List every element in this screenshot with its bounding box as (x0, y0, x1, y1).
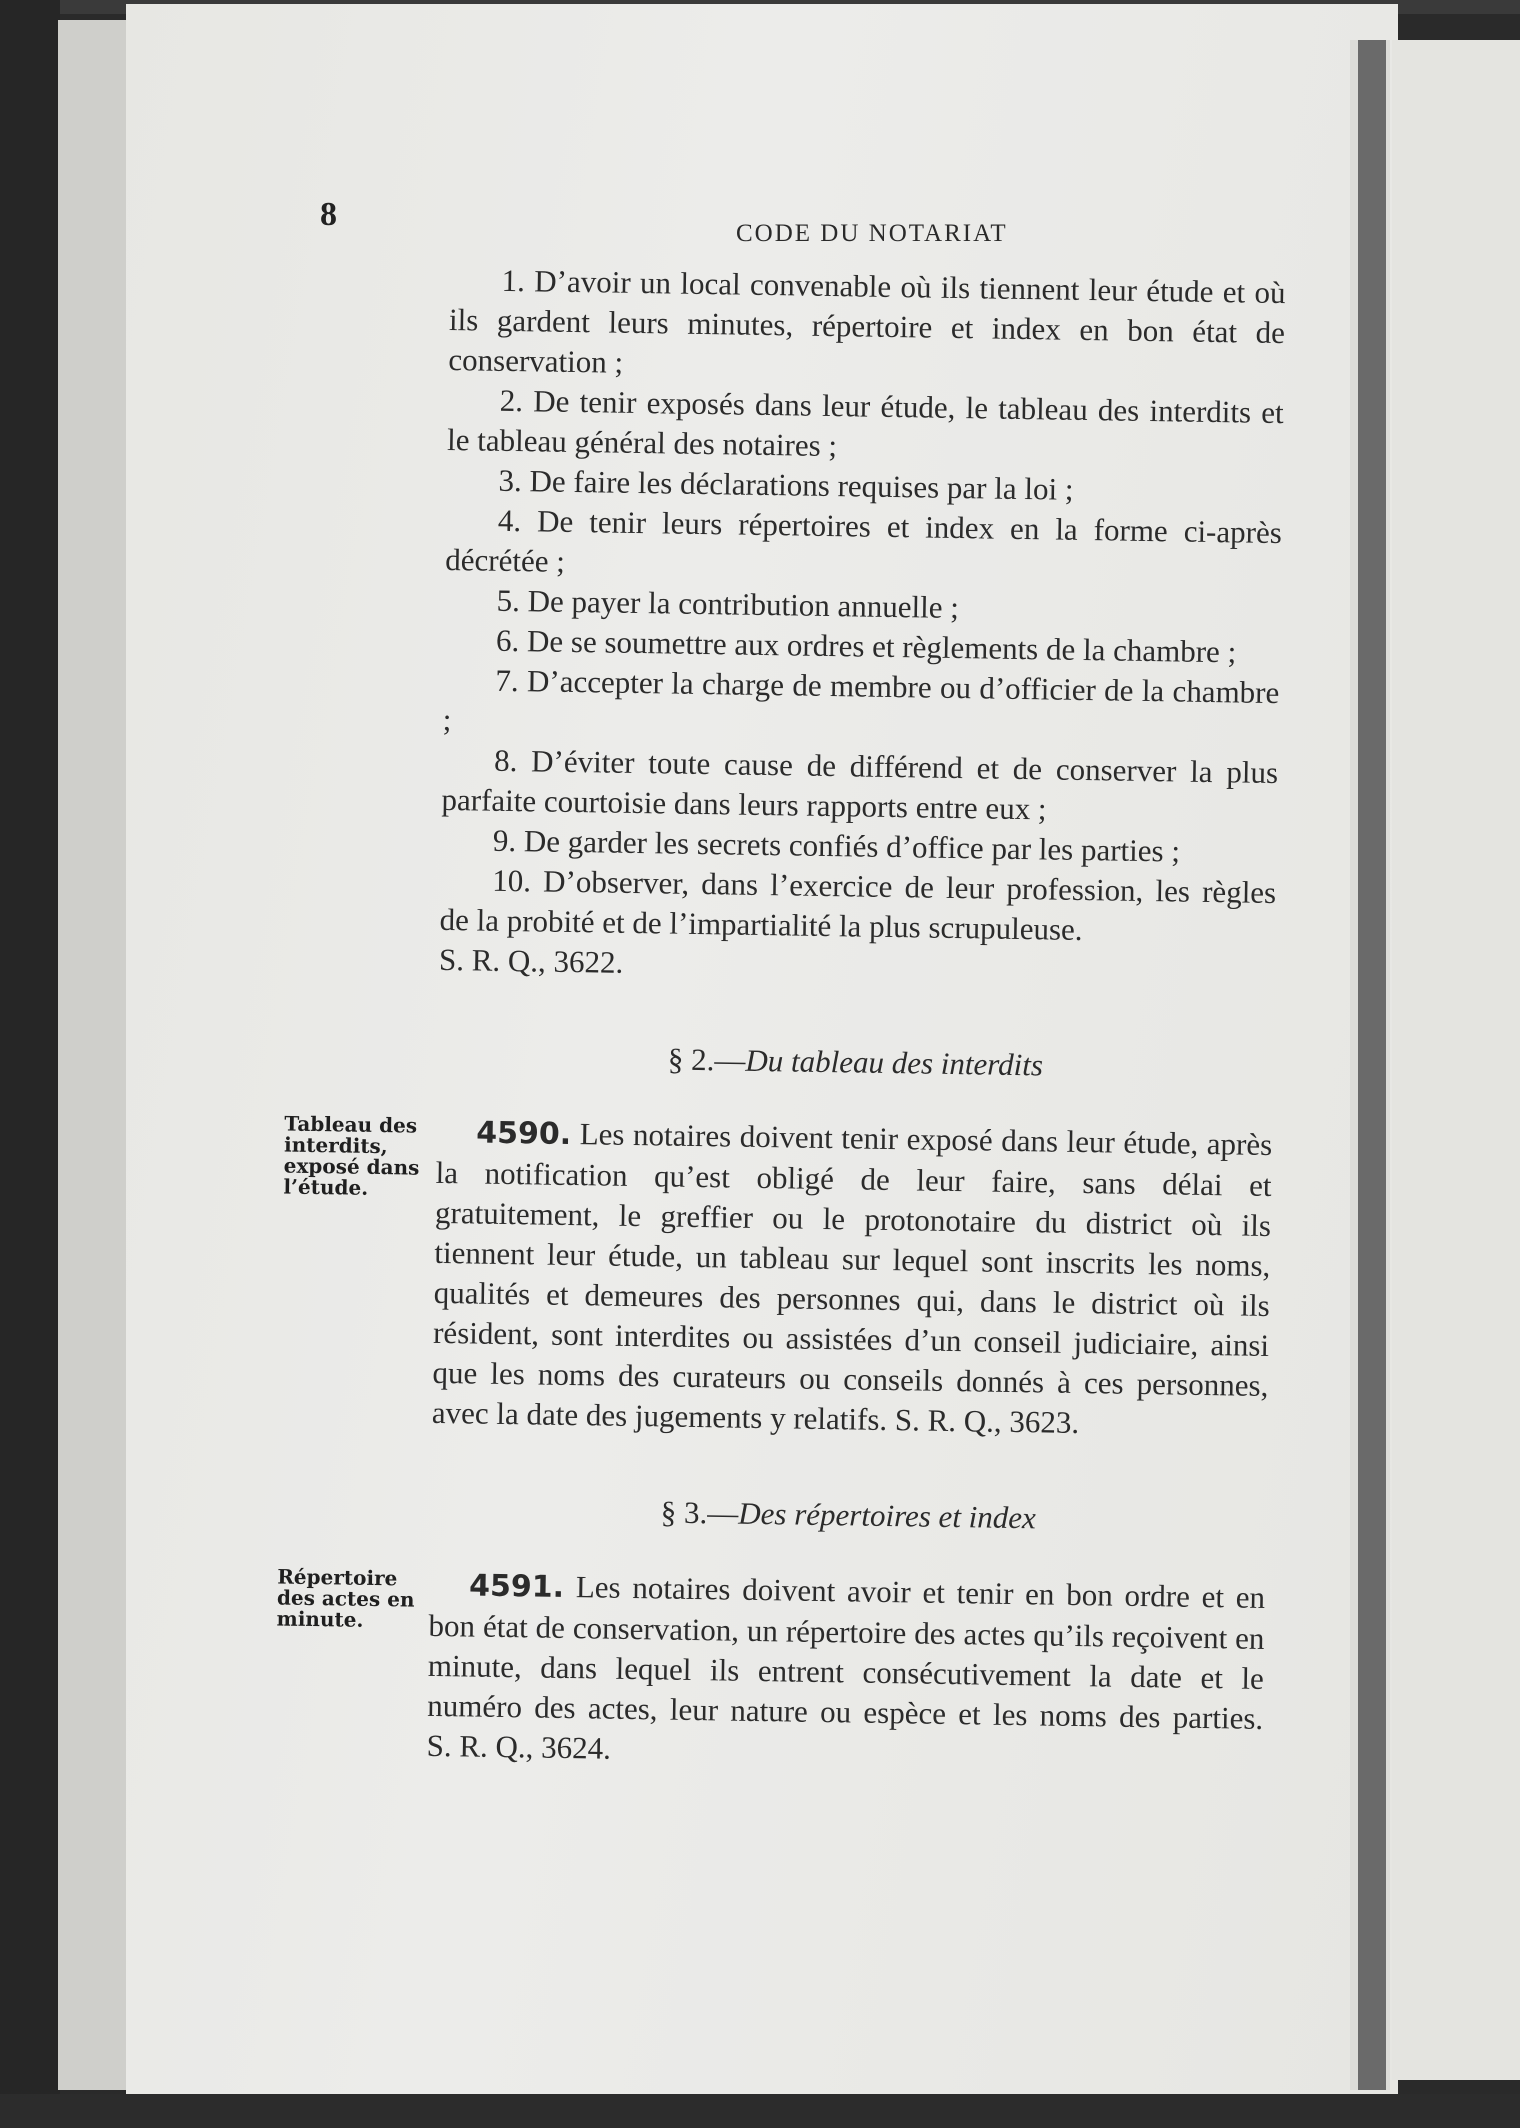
section-title: Des répertoires et index (738, 1495, 1037, 1536)
list-item: 6. De se soumettre aux ordres et règlements de la chambre ; (495, 622, 1237, 670)
list-item: 9. De garder les secrets confiés d’office par les parties ; (492, 822, 1181, 869)
statute-reference: S. R. Q., 3624. (426, 1727, 612, 1766)
previous-page-edge (58, 20, 128, 2090)
statute-reference: S. R. Q., 3622. (438, 941, 624, 980)
article-number: 4590. (476, 1115, 572, 1153)
section-title: Du tableau des interdits (745, 1042, 1044, 1083)
scan-border-bottom (0, 2094, 1520, 2128)
statute-reference: S. R. Q., 3623. (894, 1402, 1080, 1441)
list-item: 7. D’accepter la charge de membre ou d’officier de la chambre ; (442, 662, 1280, 738)
article-4591 (276, 1564, 1266, 1779)
section-sign: § 2.— (667, 1041, 746, 1078)
list-item: 8. D’éviter toute cause de différend et de conserver la plus parfaite courtoisie dans leurs rapports entre eux ; (441, 742, 1279, 827)
article-4590 (283, 1111, 1273, 1446)
section-sign: § 3.— (660, 1494, 739, 1531)
list-item: 5. De payer la contribution annuelle ; (496, 582, 960, 626)
section-heading (437, 1036, 1274, 1089)
article-number: 4591. (468, 1568, 565, 1605)
scan-border-left (0, 0, 60, 2128)
list-item: 4. De tenir leurs répertoires et index en la forme ci-après décrétée ; (445, 502, 1283, 579)
book-gutter (1358, 40, 1386, 2090)
page-number: 8 (320, 196, 337, 233)
page-body (276, 260, 1286, 1779)
list-item: 3. De faire les déclarations requises par la loi ; (498, 462, 1074, 507)
article-text: Les notaires doivent avoir et tenir en bon ordre et en bon état de conservation, un répertoire des actes qu’ils reçoivent en minute, dans lequel ils entrent consécutivement la date et le numéro des actes, leur nature ou espèce et les noms des parties. (427, 1569, 1266, 1736)
list-item: 1. D’avoir un local convenable où ils tiennent leur étude et où ils gardent leurs minutes, répertoire et index en bon état de conservation ; (448, 262, 1286, 380)
margin-note: Tableau des interdits, exposé dans l’étude. (283, 1111, 420, 1200)
list-item: 10. D’observer, dans l’exercice de leur profession, les règles de la probité et de l’impartialité la plus scrupuleuse. (439, 862, 1277, 948)
section-heading (430, 1489, 1267, 1542)
facing-page-fragment (1392, 40, 1520, 2080)
margin-note: Répertoire des actes en minute. (276, 1564, 415, 1632)
list-item: 2. De tenir exposés dans leur étude, le tableau des interdits et le tableau général des notaires ; (446, 382, 1284, 464)
running-head: CODE DU NOTARIAT (736, 220, 1008, 247)
article-text: Les notaires doivent tenir exposé dans leur étude, après la notification qu’est obligé de leur faire, sans délai et gratuitement, le greffier ou le protonotaire du district où ils tiennent leur étude, un tableau sur lequel sont inscrits les noms, qualités et demeures des personnes qui, dans le district où ils résident, sont interdites ou assistées d’un conseil judiciaire, ainsi que les noms des curateurs ou conseils donnés à ces personnes, avec la date des jugements y relatifs. (431, 1116, 1273, 1438)
